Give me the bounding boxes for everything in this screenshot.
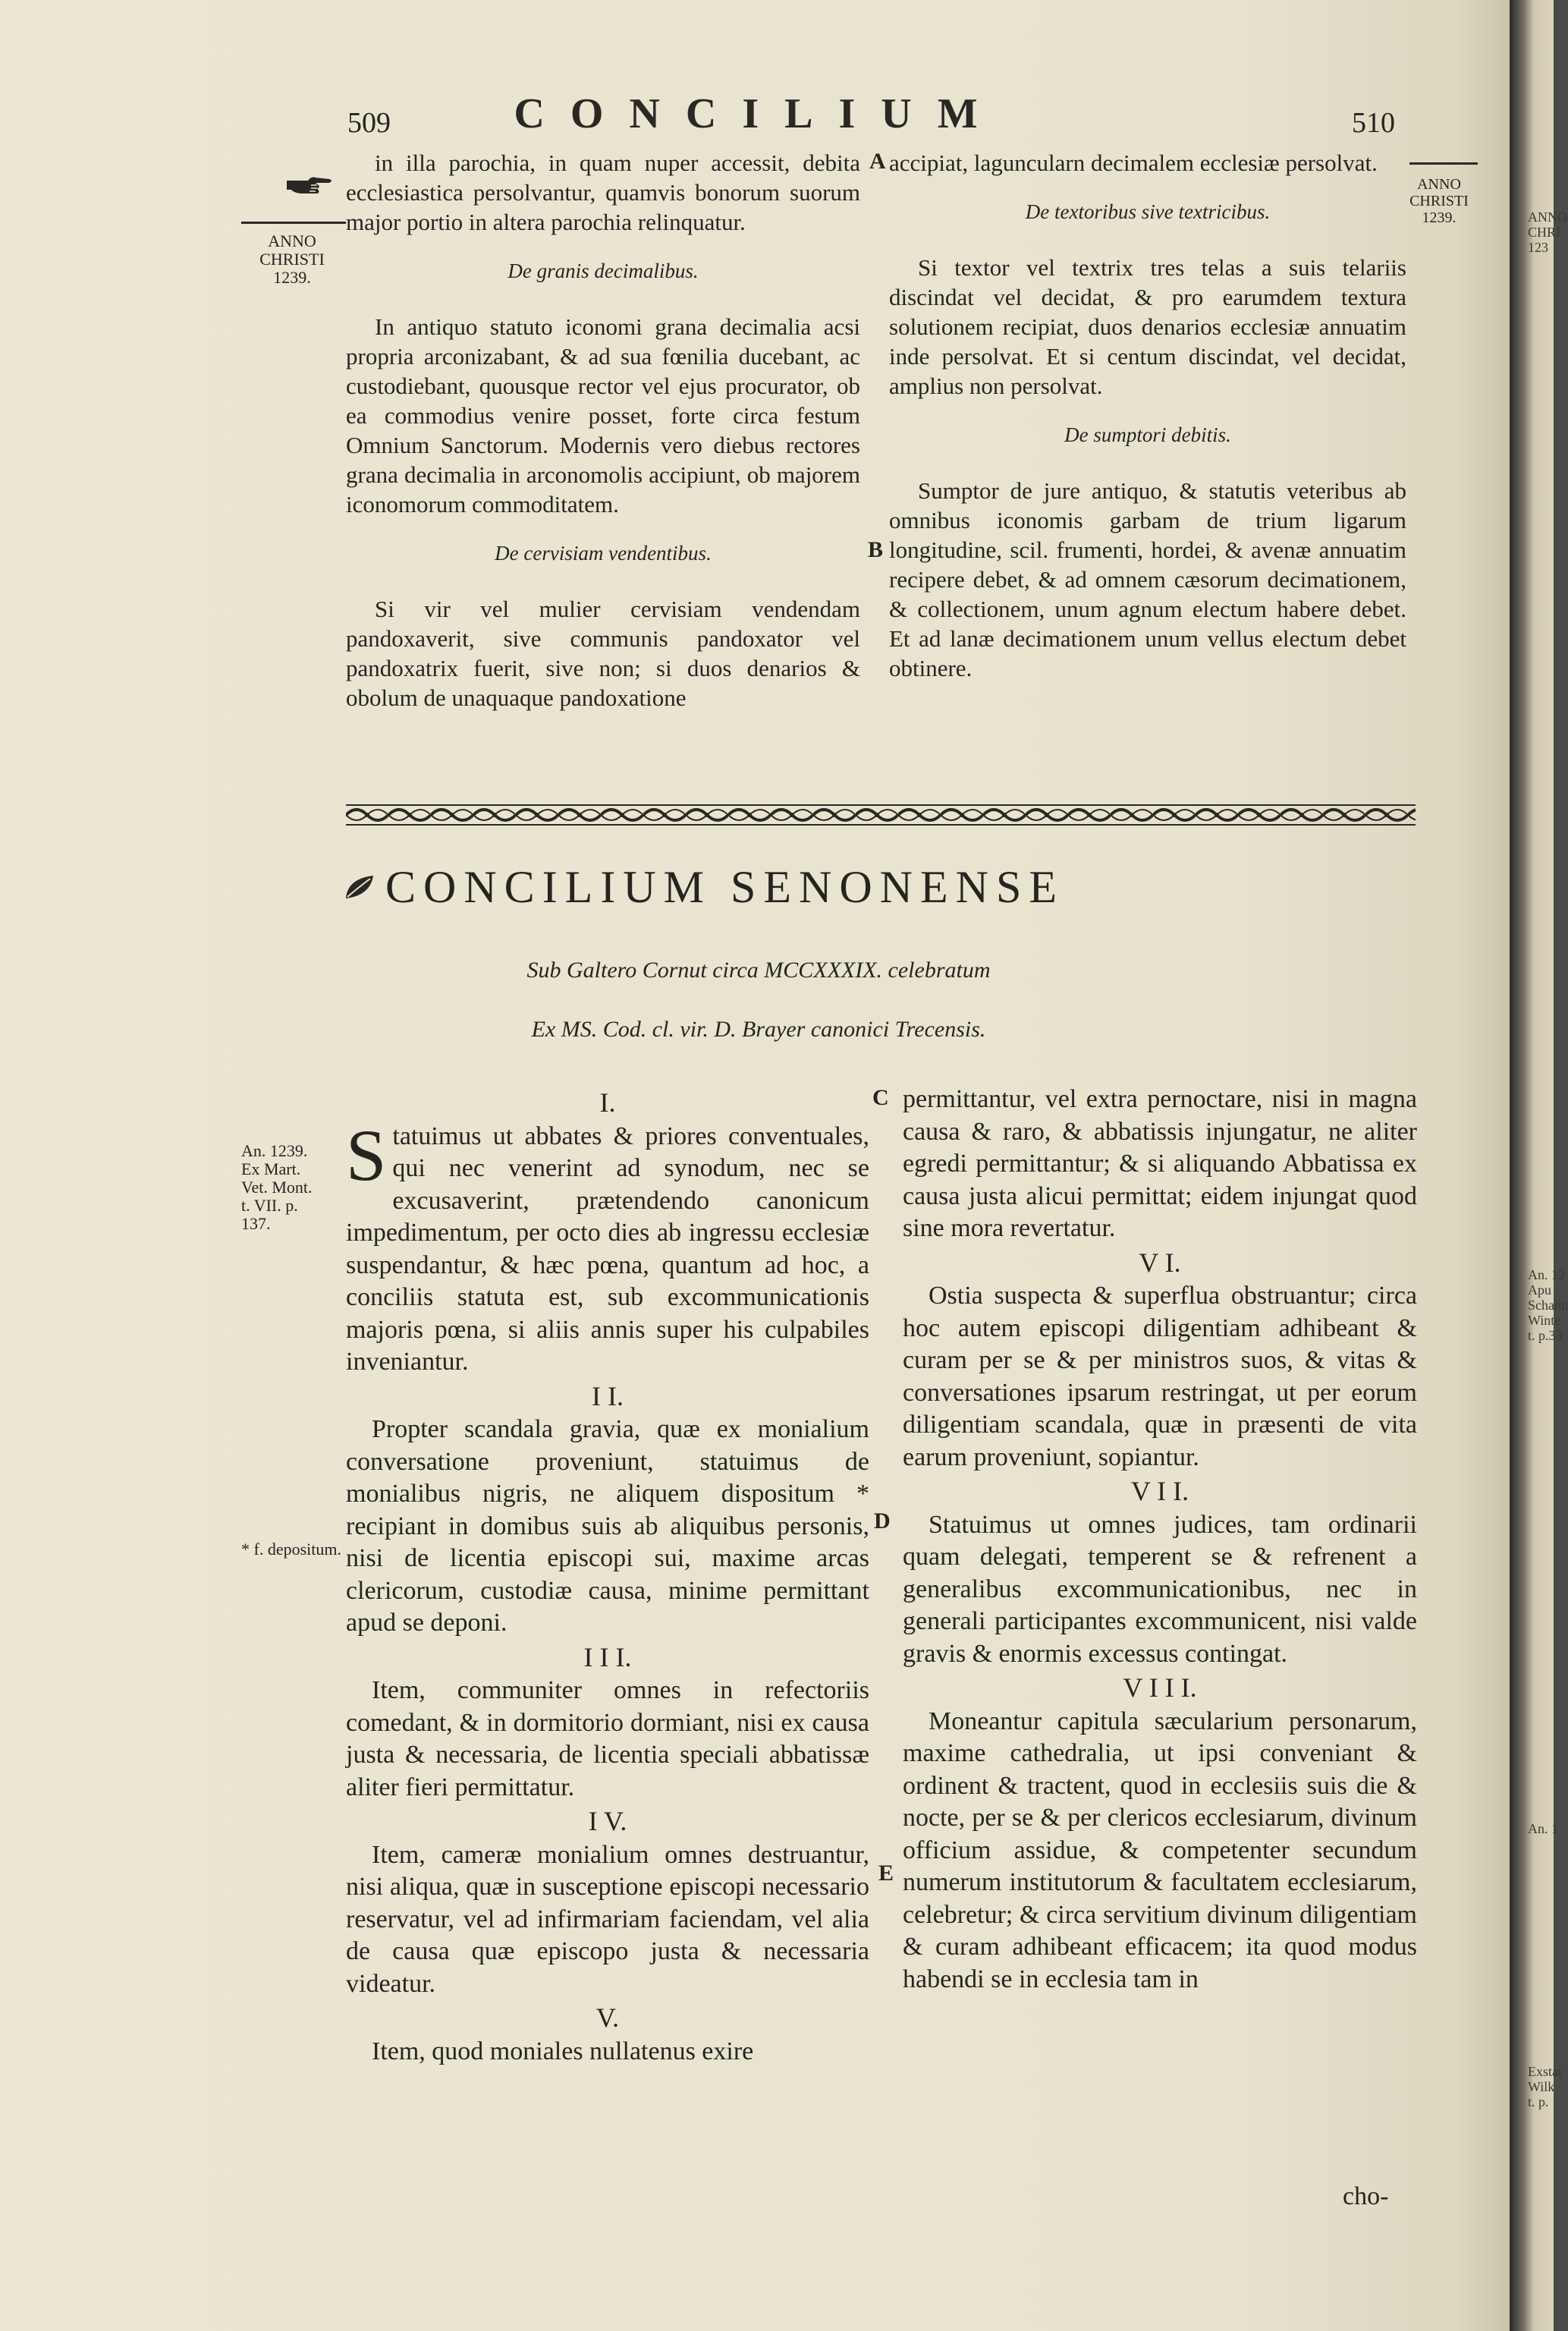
paragraph: Si vir vel mulier cervisiam vendendam pandoxaverit, sive communis pandoxator vel pandoxatrix fuerit, sive non; si duos denarios & obolum de unaquaque pandoxatione [346,596,860,711]
next-page-fragment: Exstat Wilk t. p. [1528,2064,1562,2109]
section-letter-d: D [874,1508,891,1534]
next-page-fragment: An. 1 [1528,1821,1558,1836]
bottom-right-column [903,1084,1417,1996]
top-left-column [346,148,860,713]
top-right-column [889,148,1406,683]
paragraph: Item, cameræ monialium omnes destruantur, nisi aliqua, quæ in susceptione episcopi necessario reservatur, vel ad infirmariam faciendam, vel alia de causa quæ episcopo justa & necessaria videatur. [346,1840,869,1998]
bottom-left-column [346,1085,869,2068]
canon-number: I. [599,1087,616,1118]
ornament-band [346,803,1416,827]
paragraph-text: tatuimus ut abbates & priores conventuales, qui nec venerint ad synodum, nec se excusaverint, prætendendo canonicum impedimentum, per octo dies ab ingressu ecclesiæ suspendantur, & hæc pœna, quantum ad hoc, a conciliis statuta est, sub excommunicationis majoris pœna, si aliis annis super his culpabiles inveniantur. [346,1121,869,1376]
section-letter-e: E [878,1861,894,1886]
page-number-right: 510 [1352,107,1395,139]
canon-number: V. [595,2002,620,2033]
section-letter-a: A [869,149,886,174]
margin-note-source: An. 1239. Ex Mart. Vet. Mont. t. VII. p. 137. [241,1141,313,1233]
paragraph: Statuimus ut omnes judices, tam ordinarii quam delegati, temperent se & refrenent a generalibus excommunicationibus, nec in generali participantes excommunicent, nisi valde gravis & enormis excessus contingat. [903,1510,1417,1668]
fleuron-leaf-icon [343,873,378,907]
canon-number: V I I I. [1123,1672,1197,1703]
drop-cap: S [346,1114,387,1196]
running-title: CONCILIUM [514,90,1004,137]
paragraph: permittantur, vel extra pernoctare, nisi in magna causa & raro, & abbatissis injungatur, ne aliter egredi permittantur; & si aliquando Abbatissa ex causa justa alicui permittat; eidem injungat quod sine mora revertatur. [903,1085,1417,1242]
paragraph: accipiat, laguncularn decimalem ecclesiæ persolvat. [889,149,1378,176]
section-heading: De granis decimalibus. [507,260,699,282]
canon-number: I I I. [583,1641,632,1672]
paragraph: Si textor vel textrix tres telas a suis telariis discindat vel decidat, & pro earumdem textura solutionem recipiat, duos denarios ecclesiæ annuatim inde persolvat. Et si centum discindat, vel decidat, amplius non persolvat. [889,254,1406,399]
paragraph [346,1114,869,1379]
canon-number: V I I. [1130,1476,1189,1506]
section-letter-c: C [872,1085,889,1110]
margin-rule-right [1409,162,1478,165]
council-subtitle-1: Sub Galtero Cornut circa MCCXXXIX. celebratum [526,958,991,983]
paragraph: Sumptor de jure antiquo, & statutis veteribus ab omnibus iconomis garbam de trium ligarum longitudine, scil. frumenti, hordei, & avenæ annuatim recipere debet, & ad omnem cæsorum decimationem, & collectionem, unum agnum electum habere debet. Et ad lanæ decimationem unum vellus electum debet obtinere. [889,477,1406,681]
canon-number: I I. [592,1380,624,1411]
council-subtitle-2: Ex MS. Cod. cl. vir. D. Brayer canonici Trecensis. [531,1017,986,1042]
council-title: CONCILIUM SENONENSE [385,862,1064,912]
section-heading: De cervisiam vendentibus. [495,542,712,565]
margin-rule-left [241,222,346,224]
next-page-fragment: ANNO CHRI 123 [1528,209,1567,255]
next-page-edge [1510,0,1568,2331]
paragraph: in illa parochia, in quam nuper accessit, debita ecclesiastica persolvantur, quamvis bonorum suorum major portio in altera parochia relinquatur. [346,149,860,235]
page-number-left: 509 [347,107,391,139]
margin-anno-left: ANNO CHRISTI 1239. [259,231,325,287]
canon-number: V I. [1139,1247,1181,1278]
paragraph: Item, quod moniales nullatenus exire [372,2037,754,2065]
section-heading: De textoribus sive textricibus. [1025,200,1271,223]
paragraph: Propter scandala gravia, quæ ex monialium conversatione proveniunt, statuimus de monialibus nigris, ne aliquem dispositum * recipiant in domibus suis ab aliquibus personis, nisi de licentia episcopi sui, maxime arcas clericorum, custodiæ causa, minime permittant apud se deponi. [346,1415,869,1637]
paragraph: Ostia suspecta & superflua obstruantur; circa hoc autem episcopi diligentiam adhibeant & curam per se & per ministros suos, & vitas & conversationes ipsarum restringat, ut per eorum diligentiam scandala, quæ in præsenti de vita earum proveniunt, sopiantur. [903,1282,1417,1471]
section-letter-b: B [868,537,884,562]
paragraph: Item, communiter omnes in refectoriis comedant, & in dormitorio dormiant, nisi ex causa justa & necessaria, de licentia speciali abbatissæ aliter fieri permittatur. [346,1676,869,1801]
margin-anno-right: ANNO CHRISTI 1239. [1409,176,1469,226]
pointing-hand-icon [285,171,335,201]
paragraph: In antiquo statuto iconomi grana decimalia acsi propria arconizabant, & ad sua fœnilia ducebant, ac custodiebant, quousque rector vel ejus procurator, ob ea commodius venire posset, forte circa festum Omnium Sanctorum. Modernis vero diebus rectores grana decimalia in arconomolis accipiunt, ob majorem iconomorum commoditatem. [346,313,860,517]
paragraph: Moneantur capitula sæcularium personarum, maxime cathedralia, ut ipsi conveniant & ordinent & tractent, quod in ecclesiis suis die & nocte, per se & per clericos ecclesiarum, divinum officium assidue, & competenter secundum numerum institutorum & facultatem ecclesiarum, celebretur; & circa servitium divinum diligentiam & curam adhibeant efficacem; ita quod modus habendi se in ecclesia tam in [903,1707,1417,1993]
canon-number: I V. [588,1806,627,1836]
section-heading: De sumptori debitis. [1064,423,1231,446]
margin-note-depositum: * f. depositum. [241,1540,341,1559]
catchword: cho- [1343,2182,1389,2210]
next-page-fragment: An. 12 Apu Schann Winte t. p.33 [1528,1267,1568,1343]
